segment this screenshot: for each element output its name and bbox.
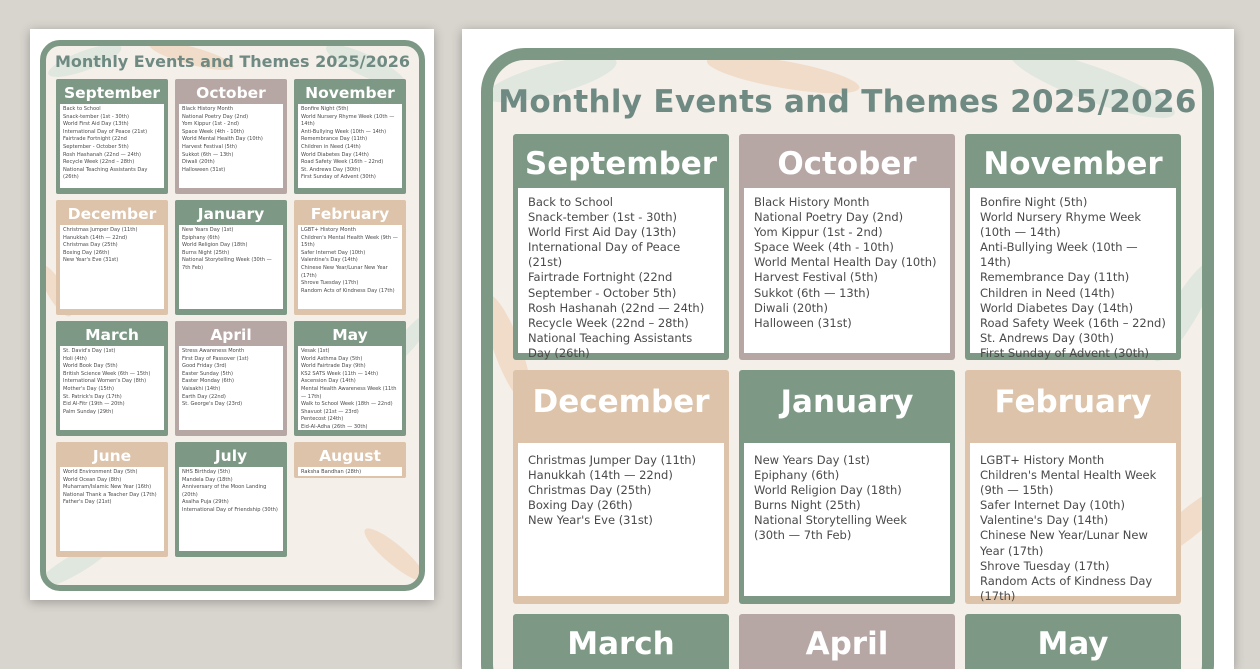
event-item: National Teaching Assistants Day (26th) <box>63 166 148 181</box>
event-item: Raksha Bandhan (28th) <box>301 469 362 475</box>
event-item: St. George's Day (23rd) <box>182 401 243 408</box>
event-item: Valentine's Day (14th) <box>980 513 1109 528</box>
event-item: Bonfire Night (5th) <box>980 195 1088 209</box>
event-item: LGBT+ History Month <box>301 227 356 233</box>
event-item: Vaisakhi (14th) <box>182 385 221 392</box>
event-item: Mandela Day (18th) <box>182 476 233 483</box>
month-card-november <box>294 79 406 194</box>
event-item: St. Andrews Day (30th) <box>301 166 361 173</box>
event-item: World Religion Day (18th) <box>182 242 248 249</box>
event-item: World Mental Health Day (10th) <box>754 255 937 270</box>
event-item: Pentecost (24th) <box>301 416 344 423</box>
event-item: Recycle Week (22nd – 28th) <box>528 315 689 330</box>
event-item: National Thank a Teacher Day (17th) <box>63 491 157 498</box>
event-item: Children in Need (14th) <box>980 285 1115 300</box>
event-item: Sukkot (6th — 13th) <box>754 285 871 300</box>
event-item: Space Week (4th - 10th) <box>754 240 894 255</box>
month-name: March <box>567 626 675 662</box>
event-item: Safer Internet Day (10th) <box>980 498 1125 513</box>
event-item: Christmas Jumper Day (11th) <box>63 227 138 233</box>
event-list <box>298 346 402 430</box>
event-item: Halloween (31st) <box>754 315 852 330</box>
event-item: Boxing Day (26th) <box>528 498 633 513</box>
month-name: February <box>310 205 390 223</box>
event-item: Stress Awareness Month <box>182 348 245 354</box>
event-item: Easter Sunday (5th) <box>182 370 233 377</box>
month-card-september <box>56 79 168 194</box>
event-item: World First Aid Day (13th) <box>528 225 677 240</box>
month-card-november <box>965 134 1181 360</box>
sheet-border-frame <box>40 40 425 591</box>
event-item: New Year's Eve (31st) <box>528 513 653 528</box>
event-item: Snack-tember (1st - 30th) <box>528 210 677 225</box>
event-item: Random Acts of Kindness Day (17th) <box>301 287 395 294</box>
event-item: Mother's Day (15th) <box>63 385 114 392</box>
event-item: Father's Day (21st) <box>63 499 112 506</box>
month-name: July <box>214 447 248 465</box>
event-list <box>60 467 164 551</box>
event-item: Rosh Hashanah (22nd — 24th) <box>63 151 142 158</box>
month-name: October <box>196 84 266 102</box>
event-item: National Poetry Day (2nd) <box>754 210 904 225</box>
event-item: KS2 SATS Week (11th — 14th) <box>301 370 379 377</box>
event-item: National Teaching Assistants Day (26th) <box>528 330 693 360</box>
event-item: Safer Internet Day (10th) <box>301 249 366 256</box>
event-list <box>744 188 950 353</box>
event-item: New Year's Eve (31st) <box>63 257 119 264</box>
month-card-march <box>56 321 168 436</box>
event-item: Remembrance Day (11th) <box>980 270 1130 285</box>
event-item: NHS Birthday (5th) <box>182 469 231 475</box>
event-item: International Day of Peace (21st) <box>528 240 681 270</box>
zoomed-sheet <box>462 29 1234 669</box>
event-list <box>518 188 724 360</box>
event-item: Back to School <box>63 106 101 112</box>
event-item: World Environment Day (5th) <box>63 469 138 475</box>
event-list <box>744 443 950 596</box>
event-item: Christmas Day (25th) <box>528 483 652 498</box>
event-item: St. Patrick's Day (17th) <box>63 393 122 400</box>
event-item: Space Week (4th - 10th) <box>182 128 244 135</box>
event-item: Eid Al-Fitr (19th — 20th) <box>63 401 125 408</box>
event-list <box>60 346 164 430</box>
event-list <box>970 443 1176 603</box>
event-item: International Day of Friendship (30th) <box>182 506 278 513</box>
event-item: St. David's Day (1st) <box>63 348 116 354</box>
event-item: World Nursery Rhyme Week (10th — 14th) <box>301 113 395 128</box>
event-item: Epiphany (6th) <box>754 468 840 483</box>
month-card-july <box>175 442 287 557</box>
month-card-june <box>56 442 168 557</box>
month-card-april <box>739 614 955 669</box>
event-item: Eid-Al-Adha (26th — 30th) <box>301 423 368 430</box>
sheet-border-frame <box>481 48 1214 669</box>
event-item: International Day of Peace (21st) <box>63 128 148 135</box>
event-item: Asalha Puja (29th) <box>182 499 229 506</box>
event-item: British Science Week (6th — 15th) <box>63 370 151 377</box>
month-name: January <box>197 205 265 223</box>
event-item: Children's Mental Health Week (9th — 15th) <box>980 468 1157 498</box>
event-item: St. Andrews Day (30th) <box>980 330 1114 345</box>
event-item: Snack-tember (1st - 30th) <box>63 113 129 120</box>
event-list <box>179 225 283 309</box>
event-item: September - October 5th) <box>528 285 677 300</box>
event-item: Rosh Hashanah (22nd — 24th) <box>528 300 705 315</box>
event-item: National Storytelling Week (30th — 7th Feb) <box>182 257 272 271</box>
event-list <box>518 443 724 596</box>
event-item: World Book Day (5th) <box>63 363 118 370</box>
event-item: Burns Night (25th) <box>754 498 861 513</box>
event-item: Random Acts of Kindness Day (17th) <box>980 573 1153 603</box>
event-item: First Day of Passover (1st) <box>182 355 249 362</box>
month-card-december <box>513 370 729 604</box>
event-item: Burns Night (25th) <box>182 249 230 256</box>
event-item: Diwali (20th) <box>182 159 215 166</box>
month-card-october <box>175 79 287 194</box>
event-item: World Asthma Day (5th) <box>301 355 363 362</box>
event-item: World Mental Health Day (10th) <box>182 136 263 143</box>
month-card-may <box>294 321 406 436</box>
month-name: June <box>92 447 132 465</box>
thumbnail-sheet <box>30 29 434 600</box>
event-item: Shrove Tuesday (17th) <box>301 280 359 287</box>
month-name: January <box>780 384 914 420</box>
month-name: December <box>532 384 710 420</box>
month-card-february <box>294 200 406 315</box>
month-name: August <box>319 447 381 465</box>
month-card-may <box>965 614 1181 669</box>
month-name: September <box>63 84 161 102</box>
event-item: Vesak (1st) <box>301 348 330 354</box>
event-item: Halloween (31st) <box>182 166 226 173</box>
event-item: Christmas Day (25th) <box>63 242 118 249</box>
event-item: First Sunday of Advent (30th) <box>301 174 376 181</box>
event-item: Black History Month <box>182 106 234 112</box>
event-item: Fairtrade Fortnight (22nd <box>63 136 127 143</box>
event-list <box>970 188 1176 360</box>
event-item: New Years Day (1st) <box>754 453 870 467</box>
event-list <box>298 467 402 476</box>
month-card-august <box>294 442 406 478</box>
event-item: Christmas Jumper Day (11th) <box>528 453 697 467</box>
event-item: Anniversary of the Moon Landing (20th) <box>182 484 267 498</box>
event-item: Harvest Festival (5th) <box>754 270 879 285</box>
event-list <box>60 104 164 188</box>
event-item: Diwali (20th) <box>754 300 828 315</box>
event-list <box>179 346 283 430</box>
event-item: Sukkot (6th — 13th) <box>182 151 234 158</box>
event-item: Road Safety Week (16th – 22nd) <box>980 315 1166 330</box>
event-item: World Fairtrade Day (9th) <box>301 363 366 370</box>
month-card-april <box>175 321 287 436</box>
event-list <box>298 225 402 309</box>
event-list <box>60 225 164 309</box>
event-item: World Diabetes Day (14th) <box>980 300 1134 315</box>
document-title: Monthly Events and Themes 2025/2026 <box>498 84 1197 120</box>
event-item: Yom Kippur (1st - 2nd) <box>754 225 883 240</box>
month-name: April <box>805 626 889 662</box>
month-name: December <box>67 205 157 223</box>
month-card-grid <box>56 79 406 563</box>
event-item: Epiphany (6th) <box>182 234 220 241</box>
month-name: October <box>777 146 917 182</box>
event-item: World First Aid Day (13th) <box>63 121 129 128</box>
event-item: Good Friday (3rd) <box>182 363 227 370</box>
event-item: Shavuot (21st — 23rd) <box>301 408 359 415</box>
event-item: Valentine's Day (14th) <box>301 257 358 264</box>
event-item: First Sunday of Advent (30th) <box>980 345 1149 360</box>
event-item: International Women's Day (8th) <box>63 378 147 385</box>
month-card-january <box>175 200 287 315</box>
event-list <box>298 104 402 188</box>
month-name: March <box>85 326 139 344</box>
event-item: Black History Month <box>754 195 870 209</box>
month-name: November <box>305 84 395 102</box>
event-item: September - October 5th) <box>63 143 129 150</box>
event-list <box>179 104 283 188</box>
event-item: World Nursery Rhyme Week (10th — 14th) <box>980 210 1142 240</box>
event-item: LGBT+ History Month <box>980 453 1105 467</box>
event-item: World Religion Day (18th) <box>754 483 902 498</box>
event-item: Fairtrade Fortnight (22nd <box>528 270 673 285</box>
event-item: Earth Day (22nd) <box>182 393 226 400</box>
event-item: Remembrance Day (11th) <box>301 136 368 143</box>
event-item: Holi (4th) <box>63 355 87 362</box>
month-name: September <box>524 146 718 182</box>
event-item: Hanukkah (14th — 22nd) <box>63 234 128 241</box>
month-name: April <box>210 326 252 344</box>
event-item: Chinese New Year/Lunar New Year (17th) <box>980 528 1148 558</box>
event-item: Recycle Week (22nd – 28th) <box>63 159 135 166</box>
month-card-march <box>513 614 729 669</box>
month-card-december <box>56 200 168 315</box>
event-item: New Years Day (1st) <box>182 227 234 233</box>
event-item: Palm Sunday (29th) <box>63 408 114 415</box>
event-item: World Diabetes Day (14th) <box>301 151 369 158</box>
event-item: Chinese New Year/Lunar New Year (17th) <box>301 264 388 279</box>
event-item: Easter Monday (6th) <box>182 378 235 385</box>
event-item: Anti-Bullying Week (10th — 14th) <box>301 128 387 135</box>
event-item: Shrove Tuesday (17th) <box>980 558 1110 573</box>
event-list <box>179 467 283 551</box>
month-name: May <box>1037 626 1109 662</box>
month-card-january <box>739 370 955 604</box>
event-item: Muharram/Islamic New Year (16th) <box>63 484 152 491</box>
month-name: November <box>983 146 1163 182</box>
event-item: Harvest Festival (5th) <box>182 143 237 150</box>
event-item: Ascension Day (14th) <box>301 378 356 385</box>
event-item: Road Safety Week (16th – 22nd) <box>301 159 384 166</box>
event-item: Back to School <box>528 195 613 209</box>
month-card-february <box>965 370 1181 604</box>
event-item: Bonfire Night (5th) <box>301 106 349 112</box>
month-name: February <box>994 384 1152 420</box>
event-item: Children's Mental Health Week (9th — 15th) <box>301 234 398 249</box>
month-card-grid <box>513 134 1181 669</box>
month-card-october <box>739 134 955 360</box>
event-item: Children in Need (14th) <box>301 143 361 150</box>
event-item: Walk to School Week (18th — 22nd) <box>301 401 393 408</box>
event-item: Mental Health Awareness Week (11th — 17th) <box>301 385 397 400</box>
event-item: Hanukkah (14th — 22nd) <box>528 468 673 483</box>
event-item: National Storytelling Week (30th — 7th Feb) <box>754 513 907 543</box>
event-item: National Poetry Day (2nd) <box>182 113 249 120</box>
event-item: World Ocean Day (8th) <box>63 476 122 483</box>
event-item: Boxing Day (26th) <box>63 249 110 256</box>
document-title: Monthly Events and Themes 2025/2026 <box>54 52 411 71</box>
month-card-september <box>513 134 729 360</box>
event-item: Anti-Bullying Week (10th — 14th) <box>980 240 1138 270</box>
event-item: Yom Kippur (1st - 2nd) <box>182 121 239 128</box>
month-name: May <box>332 326 368 344</box>
